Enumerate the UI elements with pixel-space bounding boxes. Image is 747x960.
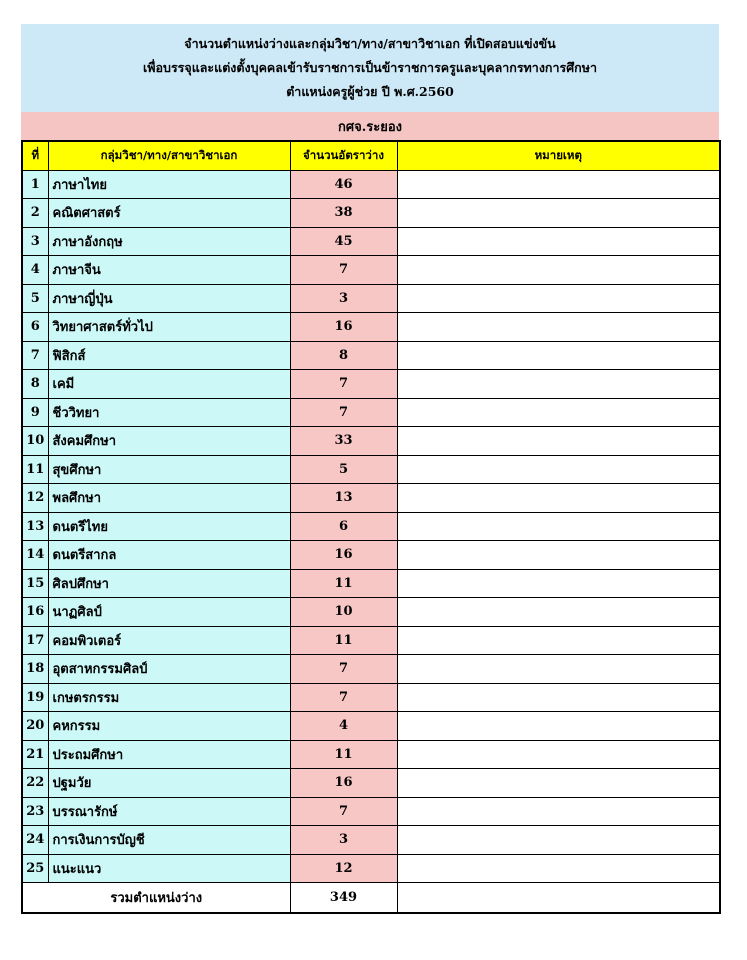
row-count: 7 <box>290 797 397 826</box>
row-subject: ภาษาอังกฤษ <box>48 227 290 256</box>
row-subject: เกษตรกรรม <box>48 683 290 712</box>
row-count: 7 <box>290 683 397 712</box>
row-count: 33 <box>290 427 397 456</box>
header-line-3: ตำแหน่งครูผู้ช่วย ปี พ.ศ.2560 <box>286 84 454 99</box>
row-count: 46 <box>290 170 397 199</box>
row-note <box>397 455 720 484</box>
row-note <box>397 826 720 855</box>
row-subject: ฟิสิกส์ <box>48 341 290 370</box>
total-label: รวมตำแหน่งว่าง <box>22 883 290 913</box>
table-row <box>22 398 720 427</box>
column-header-count: จำนวนอัตราว่าง <box>290 141 397 170</box>
header-line-1: จำนวนตำแหน่งว่างและกลุ่มวิชา/ทาง/สาขาวิชาเอก ที่เปิดสอบแข่งขัน <box>184 36 556 51</box>
row-count: 3 <box>290 284 397 313</box>
table-row <box>22 284 720 313</box>
row-note <box>397 370 720 399</box>
table-row <box>22 826 720 855</box>
row-subject: ภาษาไทย <box>48 170 290 199</box>
row-subject: คณิตศาสตร์ <box>48 199 290 228</box>
row-count: 16 <box>290 541 397 570</box>
row-count: 4 <box>290 712 397 741</box>
table-row <box>22 683 720 712</box>
row-note <box>397 854 720 883</box>
row-subject: ประถมศึกษา <box>48 740 290 769</box>
row-number: 16 <box>22 598 48 627</box>
row-number: 7 <box>22 341 48 370</box>
row-count: 7 <box>290 398 397 427</box>
table-row <box>22 370 720 399</box>
table-row <box>22 712 720 741</box>
row-count: 45 <box>290 227 397 256</box>
row-note <box>397 769 720 798</box>
row-note <box>397 199 720 228</box>
row-note <box>397 541 720 570</box>
table-row <box>22 227 720 256</box>
row-subject: เคมี <box>48 370 290 399</box>
row-count: 6 <box>290 512 397 541</box>
row-number: 4 <box>22 256 48 285</box>
row-note <box>397 313 720 342</box>
row-subject: ดนตรีสากล <box>48 541 290 570</box>
table-row <box>22 484 720 513</box>
column-header-note: หมายเหตุ <box>397 141 720 170</box>
total-count: 349 <box>290 883 397 913</box>
row-subject: คหกรรม <box>48 712 290 741</box>
row-note <box>397 569 720 598</box>
row-note <box>397 598 720 627</box>
table-body <box>22 170 720 883</box>
row-subject: ชีววิทยา <box>48 398 290 427</box>
row-number: 8 <box>22 370 48 399</box>
table-row <box>22 170 720 199</box>
row-count: 38 <box>290 199 397 228</box>
row-number: 2 <box>22 199 48 228</box>
row-number: 22 <box>22 769 48 798</box>
row-note <box>397 683 720 712</box>
row-number: 25 <box>22 854 48 883</box>
row-count: 7 <box>290 256 397 285</box>
row-number: 14 <box>22 541 48 570</box>
row-number: 15 <box>22 569 48 598</box>
row-note <box>397 512 720 541</box>
row-note <box>397 398 720 427</box>
document-header <box>21 24 719 112</box>
table-row <box>22 626 720 655</box>
row-subject: แนะแนว <box>48 854 290 883</box>
table-header-row <box>22 141 720 170</box>
row-count: 5 <box>290 455 397 484</box>
row-number: 13 <box>22 512 48 541</box>
row-number: 6 <box>22 313 48 342</box>
row-count: 7 <box>290 655 397 684</box>
table-row <box>22 313 720 342</box>
row-count: 3 <box>290 826 397 855</box>
row-number: 23 <box>22 797 48 826</box>
row-number: 11 <box>22 455 48 484</box>
total-note-cell <box>397 883 720 913</box>
row-number: 1 <box>22 170 48 199</box>
row-subject: ภาษาจีน <box>48 256 290 285</box>
row-number: 12 <box>22 484 48 513</box>
row-count: 12 <box>290 854 397 883</box>
row-number: 20 <box>22 712 48 741</box>
row-note <box>397 484 720 513</box>
row-note <box>397 284 720 313</box>
table-row <box>22 512 720 541</box>
row-subject: ปฐมวัย <box>48 769 290 798</box>
table-row <box>22 740 720 769</box>
row-number: 19 <box>22 683 48 712</box>
table-row <box>22 598 720 627</box>
row-count: 11 <box>290 626 397 655</box>
table-row <box>22 797 720 826</box>
row-note <box>397 712 720 741</box>
region-label: กศจ.ระยอง <box>21 112 719 140</box>
table-row <box>22 769 720 798</box>
row-subject: ศิลปศึกษา <box>48 569 290 598</box>
column-header-no: ที่ <box>22 141 48 170</box>
row-count: 13 <box>290 484 397 513</box>
row-note <box>397 740 720 769</box>
row-note <box>397 227 720 256</box>
column-header-subject: กลุ่มวิชา/ทาง/สาขาวิชาเอก <box>48 141 290 170</box>
row-note <box>397 170 720 199</box>
row-number: 24 <box>22 826 48 855</box>
table-row <box>22 569 720 598</box>
table-row <box>22 256 720 285</box>
table-row <box>22 427 720 456</box>
row-note <box>397 341 720 370</box>
row-note <box>397 626 720 655</box>
row-count: 16 <box>290 769 397 798</box>
row-number: 21 <box>22 740 48 769</box>
row-subject: ภาษาญี่ปุ่น <box>48 284 290 313</box>
row-number: 17 <box>22 626 48 655</box>
row-subject: การเงินการบัญชี <box>48 826 290 855</box>
vacancy-sheet <box>21 24 719 914</box>
row-number: 10 <box>22 427 48 456</box>
table-row <box>22 341 720 370</box>
row-note <box>397 655 720 684</box>
row-subject: อุตสาหกรรมศิลป์ <box>48 655 290 684</box>
header-line-2: เพื่อบรรจุและแต่งตั้งบุคคลเข้ารับราชการเป็นข้าราชการครูและบุคลากรทางการศึกษา <box>143 60 597 75</box>
row-subject: สุขศึกษา <box>48 455 290 484</box>
row-count: 11 <box>290 569 397 598</box>
row-subject: คอมพิวเตอร์ <box>48 626 290 655</box>
row-number: 3 <box>22 227 48 256</box>
row-subject: พลศึกษา <box>48 484 290 513</box>
row-subject: วิทยาศาสตร์ทั่วไป <box>48 313 290 342</box>
row-note <box>397 256 720 285</box>
row-note <box>397 797 720 826</box>
row-number: 9 <box>22 398 48 427</box>
table-row <box>22 541 720 570</box>
total-row <box>22 883 720 913</box>
row-number: 18 <box>22 655 48 684</box>
row-count: 11 <box>290 740 397 769</box>
row-number: 5 <box>22 284 48 313</box>
row-count: 7 <box>290 370 397 399</box>
table-row <box>22 455 720 484</box>
row-count: 16 <box>290 313 397 342</box>
row-subject: ดนตรีไทย <box>48 512 290 541</box>
vacancy-table <box>21 140 721 914</box>
row-subject: บรรณารักษ์ <box>48 797 290 826</box>
table-row <box>22 854 720 883</box>
row-subject: สังคมศึกษา <box>48 427 290 456</box>
row-subject: นาฏศิลป์ <box>48 598 290 627</box>
row-note <box>397 427 720 456</box>
table-row <box>22 655 720 684</box>
row-count: 8 <box>290 341 397 370</box>
table-row <box>22 199 720 228</box>
row-count: 10 <box>290 598 397 627</box>
